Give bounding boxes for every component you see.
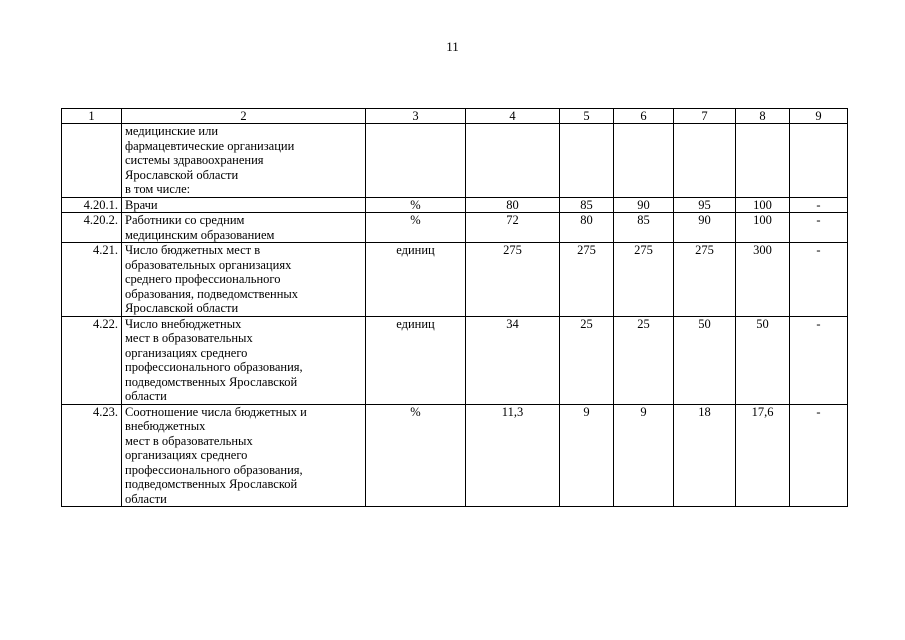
indicator-name: медицинские или фармацевтические организации системы здравоохранения Ярославской области в том числе: <box>122 124 366 198</box>
unit-cell: единиц <box>366 243 466 317</box>
value-cell <box>736 124 790 198</box>
value-cell: 80 <box>466 197 560 213</box>
row-number: 4.20.2. <box>62 213 122 243</box>
indicator-name: Работники со средним медицинским образованием <box>122 213 366 243</box>
value-cell: 25 <box>560 316 614 404</box>
table-row <box>62 243 848 317</box>
row-number <box>62 124 122 198</box>
value-cell: 85 <box>560 197 614 213</box>
table-row <box>62 404 848 507</box>
column-header: 2 <box>122 109 366 124</box>
value-cell: 50 <box>674 316 736 404</box>
column-header: 4 <box>466 109 560 124</box>
value-cell: 72 <box>466 213 560 243</box>
page-number: 11 <box>446 39 459 54</box>
value-cell: 95 <box>674 197 736 213</box>
row-number: 4.23. <box>62 404 122 507</box>
value-cell: 17,6 <box>736 404 790 507</box>
unit-cell: % <box>366 213 466 243</box>
table-row <box>62 316 848 404</box>
table-row <box>62 124 848 198</box>
column-header: 9 <box>790 109 848 124</box>
value-cell: 18 <box>674 404 736 507</box>
value-cell <box>614 124 674 198</box>
value-cell: 100 <box>736 197 790 213</box>
value-cell: 34 <box>466 316 560 404</box>
value-cell <box>790 124 848 198</box>
value-cell: - <box>790 197 848 213</box>
row-number: 4.20.1. <box>62 197 122 213</box>
value-cell <box>560 124 614 198</box>
unit-cell <box>366 124 466 198</box>
value-cell: - <box>790 404 848 507</box>
value-cell: 25 <box>614 316 674 404</box>
column-header: 7 <box>674 109 736 124</box>
value-cell: 85 <box>614 213 674 243</box>
value-cell: 90 <box>674 213 736 243</box>
value-cell: 90 <box>614 197 674 213</box>
row-number: 4.21. <box>62 243 122 317</box>
unit-cell: единиц <box>366 316 466 404</box>
column-header: 8 <box>736 109 790 124</box>
table-row <box>62 197 848 213</box>
indicators-table <box>61 108 848 507</box>
column-header: 3 <box>366 109 466 124</box>
column-header: 5 <box>560 109 614 124</box>
value-cell: 275 <box>614 243 674 317</box>
value-cell: 11,3 <box>466 404 560 507</box>
indicator-name: Врачи <box>122 197 366 213</box>
indicator-name: Число внебюджетных мест в образовательных организациях среднего профессионального образования, подведомственных Ярославской области <box>122 316 366 404</box>
value-cell: - <box>790 243 848 317</box>
table-row <box>62 213 848 243</box>
value-cell <box>674 124 736 198</box>
table-body <box>62 124 848 507</box>
value-cell: - <box>790 316 848 404</box>
column-number-row <box>62 109 848 124</box>
value-cell: 100 <box>736 213 790 243</box>
value-cell: 50 <box>736 316 790 404</box>
value-cell: 275 <box>674 243 736 317</box>
value-cell: 9 <box>560 404 614 507</box>
unit-cell: % <box>366 404 466 507</box>
row-number: 4.22. <box>62 316 122 404</box>
column-header: 1 <box>62 109 122 124</box>
value-cell: 275 <box>560 243 614 317</box>
unit-cell: % <box>366 197 466 213</box>
indicator-name: Число бюджетных мест в образовательных организациях среднего профессионального образования, подведомственных Ярославской области <box>122 243 366 317</box>
value-cell <box>466 124 560 198</box>
column-header: 6 <box>614 109 674 124</box>
indicator-name: Соотношение числа бюджетных и внебюджетных мест в образовательных организациях среднего профессионального образования, подведомственных Ярославской области <box>122 404 366 507</box>
value-cell: 9 <box>614 404 674 507</box>
value-cell: 300 <box>736 243 790 317</box>
value-cell: 275 <box>466 243 560 317</box>
value-cell: 80 <box>560 213 614 243</box>
value-cell: - <box>790 213 848 243</box>
